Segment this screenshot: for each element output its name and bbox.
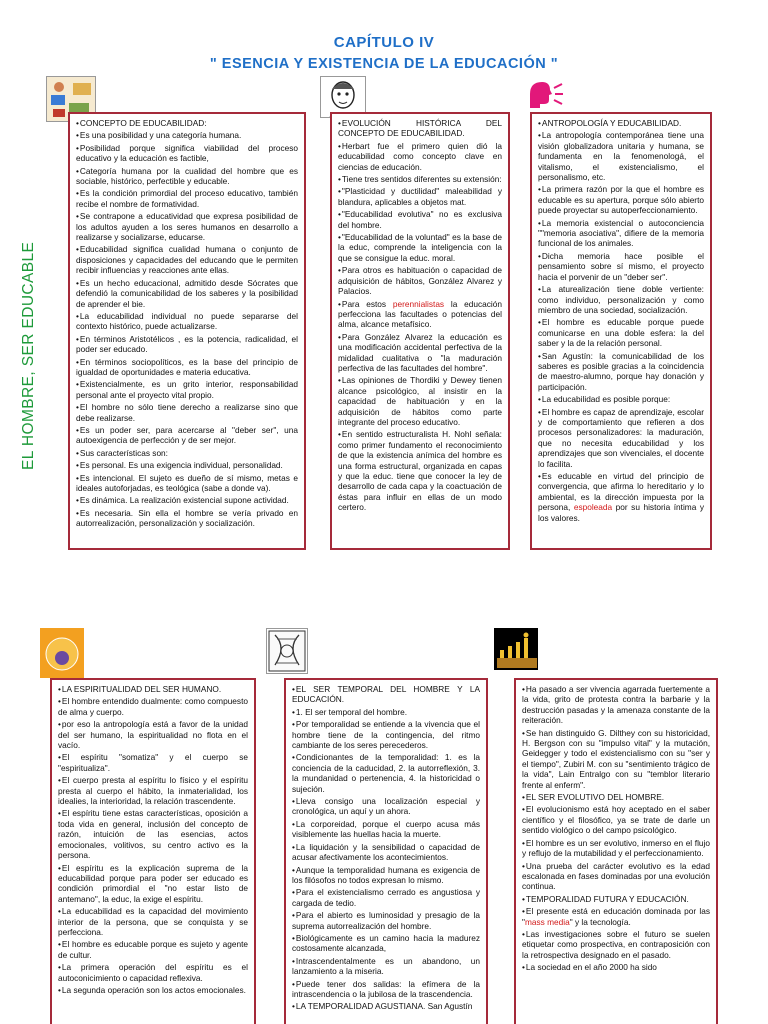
list-item: • El hombre es capaz de aprendizaje, escolar y de comportamiento que refieren a dos procesos personalizadores: la maduración, que no necesita educabilidad y los aprendizajes que son vivenciales, el docente lo facilita.: [538, 407, 704, 469]
list-item: • Es necesaria. Sin ella el hombre se vería privado en autorrealización, personalización y socialización.: [76, 508, 298, 529]
list-item: • Condicionantes de la temporalidad: 1. es la conciencia de la caducidad, 2. la autorreflexión, 3. la mundanidad o pertenencia, 4. la historicidad o sujeción.: [292, 752, 480, 794]
list-item: • Es dinámica. La realización existencial supone actividad.: [76, 495, 298, 505]
list-item: • Existencialmente, es un grito interior, responsabilidad personal ante el proyecto vital propio.: [76, 379, 298, 400]
list-item: • Por temporalidad se entiende a la vivencia que el hombre tiene de la contingencia, del ritmo cambiante de los seres perecederos.: [292, 719, 480, 750]
list-item: • Para González Alvarez la educación es una modificación accidental perfectiva de la midalidad cualitativa o "la maduración perfectiva de las facultades del hombre".: [338, 332, 502, 374]
list-item: • "Plasticidad y ductilidad" maleabilidad y blandura, aplicables a objetos mat.: [338, 186, 502, 207]
list-item: • LA TEMPORALIDAD AGUSTIANA. San Agustín: [292, 1001, 480, 1011]
list-item: • Es un hecho educacional, admitido desde Sócrates que defendió la comunicabilidad de los saberes y la posibilidad de aprender el bie.: [76, 278, 298, 309]
body-soul-diagram-icon: [40, 628, 84, 678]
list-item: • Educabilidad significa cualidad humana o conjunto de disposiciones y capacidades del educando que le permiten recibir influencias y reacciones ante ellas.: [76, 244, 298, 275]
speaking-head-icon: [524, 78, 564, 112]
list-item: • Intrascendentalmente es un abandono, un lanzamiento a la miseria.: [292, 956, 480, 977]
list-item: [338, 299, 502, 330]
list-item: • Ha pasado a ser vivencia agarrada fuertemente a la vida, grito de protesta contra la barbarie y la destrucción pasadas y la amenaza constante de la reiteración.: [522, 684, 710, 726]
chapter-title: CAPÍTULO IV: [333, 34, 435, 51]
list-item-text: la educación perfecciona las facultades o potencias del alma, alcance metafísico.: [338, 298, 502, 330]
list-item: • EL SER TEMPORAL DEL HOMBRE Y LA EDUCACIÓN.: [292, 684, 480, 705]
list-item: • La educabilidad es posible porque:: [538, 394, 704, 404]
list-item: • La educabilidad individual no puede separarse del contexto histórico, puede actualizarse.: [76, 311, 298, 332]
list-item: • Es la condición primordial del proceso educativo, también recibe el nombre de formatividad.: [76, 188, 298, 209]
list-item: • El espíritu "somatiza" y el cuerpo se "espiritualiza".: [58, 752, 248, 773]
list-item: • Lleva consigo una localización especial y cronológica, un aquí y un ahora.: [292, 796, 480, 817]
list-item: • La corporeidad, porque el cuerpo acusa más visiblemente las huellas hacia la muerte.: [292, 819, 480, 840]
list-ser-evolutivo: [522, 684, 710, 973]
list-item: • LA ESPIRITUALIDAD DEL SER HUMANO.: [58, 684, 248, 694]
list-item: • Para otros es habituación o capacidad de adquisición de hábitos, González Alvarez y Palacios.: [338, 265, 502, 296]
list-item: • El hombre no sólo tiene derecho a realizarse sino que debe realizarse.: [76, 402, 298, 423]
list-item: [538, 471, 704, 523]
list-item: • Se han distinguido G. Dilthey con su historicidad, H. Bergson con su "impulso vital" y la mutación, Geidegger y todo el existencialismo con su "ser y el tiempo", Zubiri M. con su "sentimiento trágico de la vida", Lain Entralgo con su "temblor literario frente al enferm".: [522, 728, 710, 790]
list-item: • EL SER EVOLUTIVO DEL HOMBRE.: [522, 792, 710, 802]
list-item: • El espíritu tiene estas características, oposición a toda vida en general, inclusión del concepto de razón, intuición de las esencias, actos emocionales, volitivos, su centro activo es la persona.: [58, 808, 248, 860]
list-item: • Puede tener dos salidas: la efímera de la intrascendencia o la jubilosa de la trascendencia.: [292, 979, 480, 1000]
list-item: • La antropología contemporánea tiene una visión globalizadora unitaria y humana, se fundamenta en la fenomenologá, el vitalismo, el existencialismo, el personalismo, etc.: [538, 130, 704, 182]
list-item: • TEMPORALIDAD FUTURA Y EDUCACIÓN.: [522, 894, 710, 904]
list-item: • La primera razón por la que el hombre es educable es su apertura, porque sólo abierto puede proyectar su autoperfeccionamiento.: [538, 184, 704, 215]
list-item: • ANTROPOLOGÍA Y EDUCABILIDAD.: [538, 118, 704, 128]
list-antropologia: [538, 118, 704, 523]
list-item-text: " y la tecnología.: [569, 916, 631, 927]
list-item: • por eso la antropología está a favor de la unidad del ser humano, la espiritualidad no flota en el vacío.: [58, 719, 248, 750]
list-item: • La liquidación y la sensibilidad o capacidad de acusar afectivamente los acontecimientos.: [292, 842, 480, 863]
list-item: • El hombre es educable porque es sujeto y agente de cultur.: [58, 939, 248, 960]
list-item: • El hombre entendido dualmente: como compuesto de alma y cuerpo.: [58, 696, 248, 717]
list-item: • Tiene tres sentidos diferentes su extensión:: [338, 174, 502, 184]
highlighted-term: mass media: [524, 916, 570, 927]
list-item: • Se contrapone a educatividad que expresa posibilidad de los adultos ayuden a los seres humanos en desarrollo a realizarse y socializarse, educarse.: [76, 211, 298, 242]
list-ser-temporal: [292, 684, 480, 1012]
list-item: • Biológicamente es un camino hacia la madurez costosamente alcanzada,: [292, 933, 480, 954]
list-concepto-educabilidad: [76, 118, 298, 529]
list-item: • Es personal. Es una exigencia individual, personalidad.: [76, 460, 298, 470]
list-item: • La sociedad en el año 2000 ha sido: [522, 962, 710, 972]
list-item: • Es un poder ser, para acercarse al "deber ser", una autoexigencia de perfección y de ser mejor.: [76, 425, 298, 446]
list-item: • EVOLUCIÓN HISTÓRICA DEL CONCEPTO DE EDUCABILIDAD.: [338, 118, 502, 139]
list-item: • Categoría humana por la cualidad del hombre que es sociable, histórico, perfectible y educable.: [76, 166, 298, 187]
box-ser-temporal: [284, 678, 488, 1024]
box-ser-evolutivo: [514, 678, 718, 1024]
list-item: • En sentido estructuralista H. Nohl señala: como primer fundamento el reconocimiento de que la existencia anímica del hombre es una forma estructural, organizada en capas y que la educ. tiene que conocer la ley de desarrollo de cada capa y la coactuación de éstas para influir en ellas de un modo certero.: [338, 429, 502, 512]
list-item: • El espíritu es la explicación suprema de la educabilidad porque para poder ser educado es condición primordial el "no estar listo de antemano", la educ, la exige el espíritu.: [58, 863, 248, 905]
box-antropologia: [530, 112, 712, 550]
list-item-text: Es educable en virtud del principio de convergencia, que afirma lo hereditario y lo ambiental, es la dirección impuesta por la persona,: [538, 471, 704, 513]
list-item: • "Educabilidad de la voluntad" es la base de la educ, comprende la inteligencia con la que se consigue la educ. moral.: [338, 232, 502, 263]
box-espiritualidad: [50, 678, 256, 1024]
list-item: • Las investigaciones sobre el futuro se suelen etiquetar como prospectiva, en contraposición con la retrospectiva designado en el pasado.: [522, 929, 710, 960]
list-item: • En términos Aristotélicos , es la potencia, radicalidad, el poder ser educado.: [76, 334, 298, 355]
list-item: • San Agustín: la comunicabilidad de los saberes es posible gracias a la coincidencia de maestro-alumno, porque hay donación y participación.: [538, 351, 704, 393]
list-item: • La educabilidad es la capacidad del movimiento interior de la persona, que se conquista y se perfecciona.: [58, 906, 248, 937]
list-item: • Posibilidad porque significa viabilidad del proceso educativo y la educación es factible,: [76, 143, 298, 164]
list-item: • La primera operación del espíritu es el autoconicimiento o capacidad reflexiva.: [58, 962, 248, 983]
list-item: • El hombre es educable porque puede comunicarse en una doble esfera: la del saber y la de la relación personal.: [538, 317, 704, 348]
list-item-text: Para estos: [341, 298, 393, 309]
list-item: [522, 906, 710, 927]
list-evolucion-historica: [338, 118, 502, 513]
chapter-subtitle: " ESENCIA Y EXISTENCIA DE LA EDUCACIÓN ": [209, 56, 559, 72]
highlighted-term: perennialistas: [392, 298, 445, 309]
list-item: • La segunda operación son los actos emocionales.: [58, 985, 248, 995]
list-item: • Las opiniones de Thordiki y Dewey tienen alcance psicológico, al insistir en la capacidad de habituación y en la adquisición de hábitos como parte integrante del proceso educativo.: [338, 375, 502, 427]
list-item: • Es una posibilidad y una categoría humana.: [76, 130, 298, 140]
list-item: • La memoria existencial o autoconciencia ""memoria asociativa", difiere de la memoria funcional de los animales.: [538, 218, 704, 249]
list-espiritualidad: [58, 684, 248, 995]
highlighted-term: espoleada: [573, 502, 613, 513]
evolution-silhouettes-icon: [494, 628, 538, 670]
list-item: • El hombre es un ser evolutivo, inmerso en el flujo y reflujo de la mutabilidad y el perfeccionamiento.: [522, 838, 710, 859]
list-item: • 1. El ser temporal del hombre.: [292, 707, 480, 717]
list-item: • La aturealización tiene doble vertiente: como individuo, personalización y como miembro de una sociedad, socialización.: [538, 284, 704, 315]
list-item: • Para el abierto es luminosidad y presagio de la suprema autorrealización del hombre.: [292, 910, 480, 931]
list-item: • Herbart fue el primero quien dió la educabilidad como concepto clave en ciencias de educación.: [338, 141, 502, 172]
list-item-text: por su historia íntima y los valores.: [538, 502, 705, 523]
list-item: • CONCEPTO DE EDUCABILIDAD:: [76, 118, 298, 128]
list-item: • Para el existencialismo cerrado es angustiosa y cargada de tedio.: [292, 887, 480, 908]
hourglass-sketch-icon: [266, 628, 308, 674]
box-concepto-educabilidad: [68, 112, 306, 550]
side-label: EL HOMBRE, SER EDUCABLE: [20, 241, 37, 470]
list-item: • En términos sociopolíticos, es la base del principio de igualdad de oportunidades e materia educativa.: [76, 357, 298, 378]
list-item: • Sus características son:: [76, 448, 298, 458]
list-item: • El cuerpo presta al espíritu lo físico y el espíritu presta al cuerpo el hábito, la inmaterialidad, los idealies, la interioridad, la relación trascendente.: [58, 775, 248, 806]
list-item: • "Educabilidad evolutiva" no es exclusiva del hombre.: [338, 209, 502, 230]
box-evolucion-historica: [330, 112, 510, 550]
list-item: • Es intencional. El sujeto es dueño de sí mismo, metas e ideales autoforjadas, es teológica (sabe a donde va).: [76, 473, 298, 494]
list-item: • Dicha memoria hace posible el pensamiento sobre sí mismo, el proyecto hacia el porvenir de un "deber ser".: [538, 251, 704, 282]
list-item: • Aunque la temporalidad humana es exigencia de los filósofos no todos expresan lo mismo.: [292, 865, 480, 886]
list-item: • Una prueba del carácter evolutivo es la edad escalonada en fases dominadas por una evolución continua.: [522, 861, 710, 892]
list-item-text: El presente está en educación dominada por las ": [522, 906, 710, 927]
list-item: • El evolucionismo está hoy aceptado en el saber científico y el filosófico, ya se trate de darle un sentido viológico o del campo psicológico.: [522, 804, 710, 835]
